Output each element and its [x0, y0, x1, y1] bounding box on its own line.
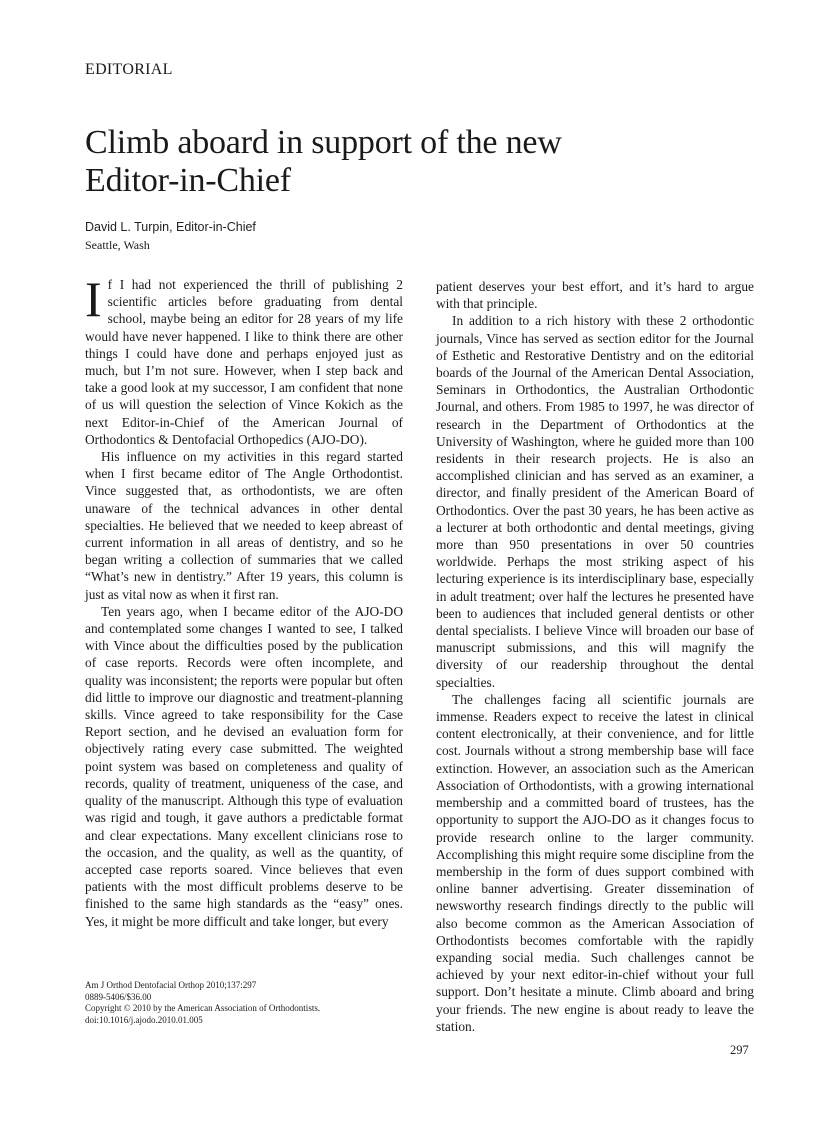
left-column: [85, 271, 403, 930]
right-column: [436, 278, 754, 1035]
paragraph: In addition to a rich history with these 2 orthodontic journals, Vince has served as section editor for the Journal of Esthetic and Restorative Dentistry and on the editorial boards of the Journal of the American Dental Association, Seminars in Orthodontics, the Australian Orthodontic Journal, and others. From 1985 to 1997, he was director of research in the Department of Orthodontics at the University of Washington, where he guided more than 100 residents in their research projects. He is also an accomplished clinician and has served as an examiner, a director, and finally president of the American Board of Orthodontics. Over the past 30 years, he has been active as a lecturer at both orthodontic and dental meetings, giving more than 950 presentations in over 50 countries worldwide. Perhaps the most striking aspect of his lecturing experience is its interdisciplinary base, especially in adult treatment; over half the lectures he presented have been to audiences that included general dentists or other dental specialists. I believe Vince will broaden our base of manuscript submissions, and this will magnify the diversity of our readership throughout the dental specialties.: [436, 313, 754, 690]
drop-cap: I: [85, 271, 102, 327]
article-footer: [85, 980, 405, 1026]
issn-price: 0889-5406/$36.00: [85, 991, 152, 1002]
journal-citation: Am J Orthod Dentofacial Orthop 2010;137:297: [85, 980, 257, 990]
copyright: Copyright © 2010 by the American Association of Orthodontists.: [85, 1003, 321, 1013]
paragraph: Ten years ago, when I became editor of the AJO-DO and contemplated some changes I wanted to see, I talked with Vince about the difficulties posed by the publication of case reports. Records were often incomplete, and quality was inconsistent; the reports were popular but often did little to improve our diagnostic and treatment-planning skills. Vince agreed to take responsibility for the Case Report section, and he devised an evaluation form for objectively rating every case submitted. The weighted point system was based on completeness and quality of records, quality of treatment, uniqueness of the case, and quality of the manuscript. Although this type of evaluation was rigid and tough, it gave authors a predictable format and clear expectations. Many excellent clinicians rose to the occasion, and the quality, as well as the quantity, of accepted case reports soared. Vince believes that even patients with the most difficult problems deserve to be finished to the same high standards as the “easy” ones. Yes, it might be more difficult and take longer, but every: [85, 603, 403, 929]
paragraph-text: f I had not experienced the thrill of publishing 2 scientific articles before graduating from dental school, maybe being an editor for 28 years of my life would have never happened. I like to think there are other things I could have done and perhaps enjoyed just as much, but I’m not sure. However, when I step back and take a good look at my successor, I am confident that none of us will question the selection of Vince Kokich as the next Editor-in-Chief of the American Journal of Orthodontics & Dentofacial Orthopedics (AJO-DO).: [85, 277, 403, 447]
paragraph: [85, 271, 403, 448]
author-location: Seattle, Wash: [85, 238, 150, 252]
paragraph: His influence on my activities in this regard started when I first became editor of The Angle Orthodontist. Vince suggested that, as orthodontists, we are often unaware of the technical advances in other dental specialties. He believed that we needed to keep abreast of current information in all areas of dentistry, and so he began writing a collection of summaries that we called “What’s new in dentistry.” After 19 years, this column is just as vital now as when it first ran.: [85, 449, 403, 602]
section-label: EDITORIAL: [85, 61, 173, 78]
page-number: 297: [730, 1043, 749, 1057]
title-line-2: Editor-in-Chief: [85, 162, 291, 199]
paragraph: patient deserves your best effort, and it’s hard to argue with that principle.: [436, 279, 754, 312]
doi: doi:10.1016/j.ajodo.2010.01.005: [85, 1014, 203, 1025]
title-line-1: Climb aboard in support of the new: [85, 124, 562, 161]
paragraph: The challenges facing all scientific journals are immense. Readers expect to receive the latest in clinical content electronically, at their convenience, and for little cost. Journals without a strong membership base will face extinction. However, an association such as the American Association of Orthodontists, with a growing international membership and a committed board of trustees, has the opportunity to support the AJO-DO as it changes focus to provide research online to the larger community. Accomplishing this might require some discipline from the membership in the form of dues support combined with online banner advertising. Greater dissemination of newsworthy research findings directly to the public will also become common as the American Association of Orthodontists becomes comfortable with the rapidly expanding social media. Such challenges cannot be achieved by your next editor-in-chief without your full support. Don’t hesitate a minute. Climb aboard and bring your friends. The new engine is about ready to leave the station.: [436, 691, 754, 1034]
author-byline: David L. Turpin, Editor-in-Chief: [85, 220, 256, 234]
article-title: [85, 124, 725, 200]
